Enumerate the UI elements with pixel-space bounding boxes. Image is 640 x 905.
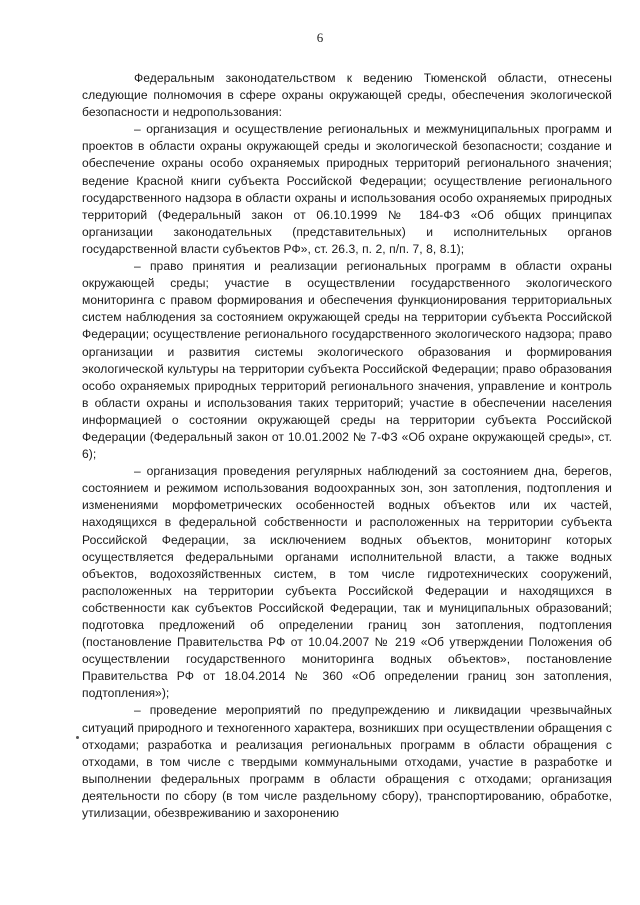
list-item: – организация и осуществление региональных и межмуниципальных программ и проектов в области охраны окружающей среды и экологической безопасности; создание и обеспечение охраны особо охраняемых природных территорий регионального значения; ведение Красной книги субъекта Российской Федерации; осуществление регионального государственного надзора в области охраны и использования особо охраняемых природных территорий (Федеральный закон от 06.10.1999 № 184-ФЗ «Об общих принципах организации законодательных (представительных) и исполнительных органов государственной власти субъектов РФ», ст. 26.3, п. 2, п/п. 7, 8, 8.1); <box>82 122 612 256</box>
intro-paragraph: Федеральным законодательством к ведению Тюменской области, отнесены следующие полномочия в сфере охраны окружающей среды, обеспечения экологической безопасности и недропользования: <box>82 71 612 120</box>
list-item: – проведение мероприятий по предупреждению и ликвидации чрезвычайных ситуаций природного и техногенного характера, возникших при осуществлении обращения с отходами; разработка и реализация региональных программ в области обращения с отходами, в том числе с твердыми коммунальными отходами, участие в разработке и выполнении федеральных программ в области обращения с отходами; организация деятельности по сбору (в том числе раздельному сбору), транспортированию, обработке, утилизации, обезвреживанию и захоронению <box>82 703 612 821</box>
page-number: 6 <box>316 30 324 45</box>
list-item: – организация проведения регулярных наблюдений за состоянием дна, берегов, состоянием и режимом использования водоохранных зон, зон затопления, подтопления и изменениями морфометрических особенностей водных объектов или их частей, находящихся в федеральной собственности и расположенных на территории субъекта Российской Федерации, за исключением водных объектов, мониторинг которых осуществляется федеральными органами исполнительной власти, а также водных объектов, водохозяйственных систем, в том числе гидротехнических сооружений, расположенных на территории субъекта Российской Федерации и находящихся в собственности как субъектов Российской Федерации, так и муниципальных образований; подготовка предложений об определении границ зон затопления, подтопления (постановление Правительства РФ от 10.04.2007 № 219 «Об утверждении Положения об осуществлении государственного мониторинга водных объектов», постановление Правительства РФ от 18.04.2014 № 360 «Об определении границ зон затопления, подтопления»); <box>82 464 612 701</box>
list-item: – право принятия и реализации региональных программ в области охраны окружающей среды; участие в осуществлении государственного экологического мониторинга с правом формирования и обеспечения функционирования территориальных систем наблюдения за состоянием окружающей среды на территории субъекта Российской Федерации; осуществление регионального государственного экологического надзора; право организации и развития системы экологического образования и формирования экологической культуры на территории субъекта Российской Федерации; право образования особо охраняемых природных территорий регионального значения, управление и контроль в области охраны и использования таких территорий; участие в обеспечении населения информацией о состоянии окружающей среды на территории субъекта Российской Федерации (Федеральный закон от 10.01.2002 № 7-ФЗ «Об охране окружающей среды», ст. 6); <box>82 259 612 462</box>
margin-dot <box>76 736 79 739</box>
document-body <box>82 70 612 822</box>
